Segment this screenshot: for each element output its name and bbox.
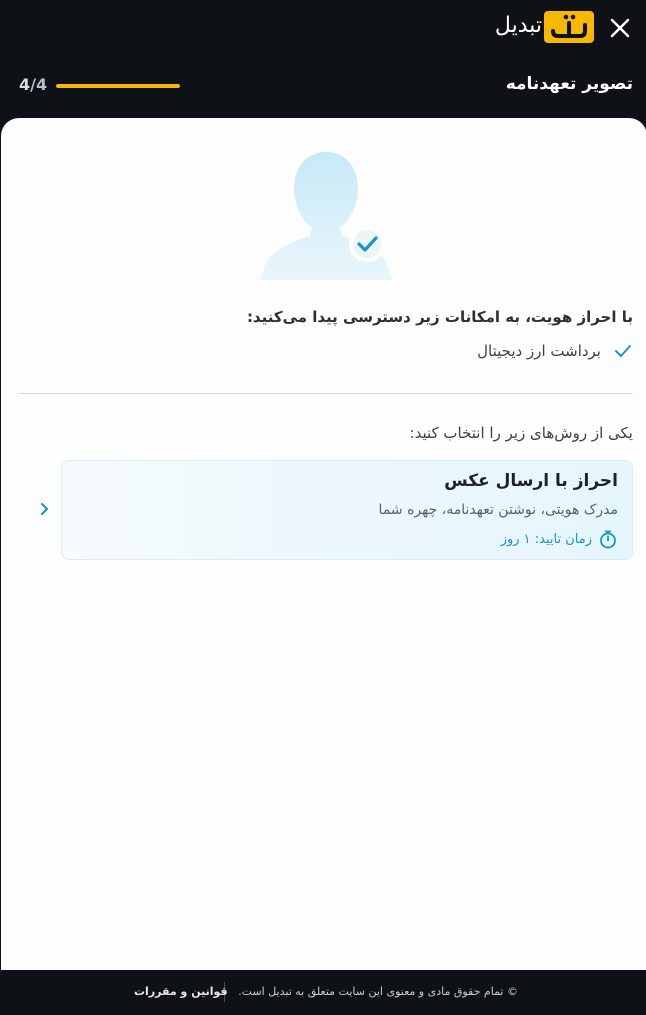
benefits-title: با احراز هویت، به امکانات زیر دسترسی پیدا می‌کنید: <box>246 308 633 326</box>
copyright-text: © تمام حقوق مادی و معنوی این سایت متعلق به تبدیل است. <box>238 985 518 998</box>
check-icon <box>613 341 633 361</box>
benefit-label: برداشت ارز دیجیتال <box>477 342 601 360</box>
method-time <box>501 529 618 549</box>
progress-current: 4 <box>19 75 31 94</box>
progress-bar <box>56 84 180 88</box>
chevron-right-icon[interactable] <box>35 500 53 518</box>
method-description: مدرک هویتی، نوشتن تعهدنامه، چهره شما <box>378 502 618 518</box>
progress-total: 4 <box>35 75 48 94</box>
benefit-item <box>477 341 633 361</box>
header <box>0 0 646 118</box>
method-time-label: زمان تایید: ۱ روز <box>500 531 592 547</box>
progress-fill <box>56 84 180 88</box>
methods-title: یکی از روش‌های زیر را انتخاب کنید: <box>409 424 633 442</box>
content-card <box>1 118 646 970</box>
method-photo-verification[interactable] <box>61 460 633 560</box>
progress-counter <box>19 75 47 94</box>
brand-logo[interactable] <box>488 10 596 44</box>
method-title: احراز با ارسال عکس <box>444 471 618 491</box>
close-icon <box>606 14 634 42</box>
step-title: تصویر تعهدنامه <box>505 74 633 94</box>
brand-name: تبدیل <box>494 13 542 38</box>
timer-icon <box>598 529 618 549</box>
close-button[interactable] <box>606 14 634 42</box>
rules-link[interactable]: قوانین و مقررات <box>134 985 228 998</box>
user-verified-avatar <box>260 150 392 282</box>
progress-separator: / <box>30 75 36 94</box>
footer <box>0 970 646 1015</box>
divider <box>19 393 633 394</box>
verified-badge-icon <box>349 226 385 262</box>
brand-logo-mark <box>544 11 594 43</box>
